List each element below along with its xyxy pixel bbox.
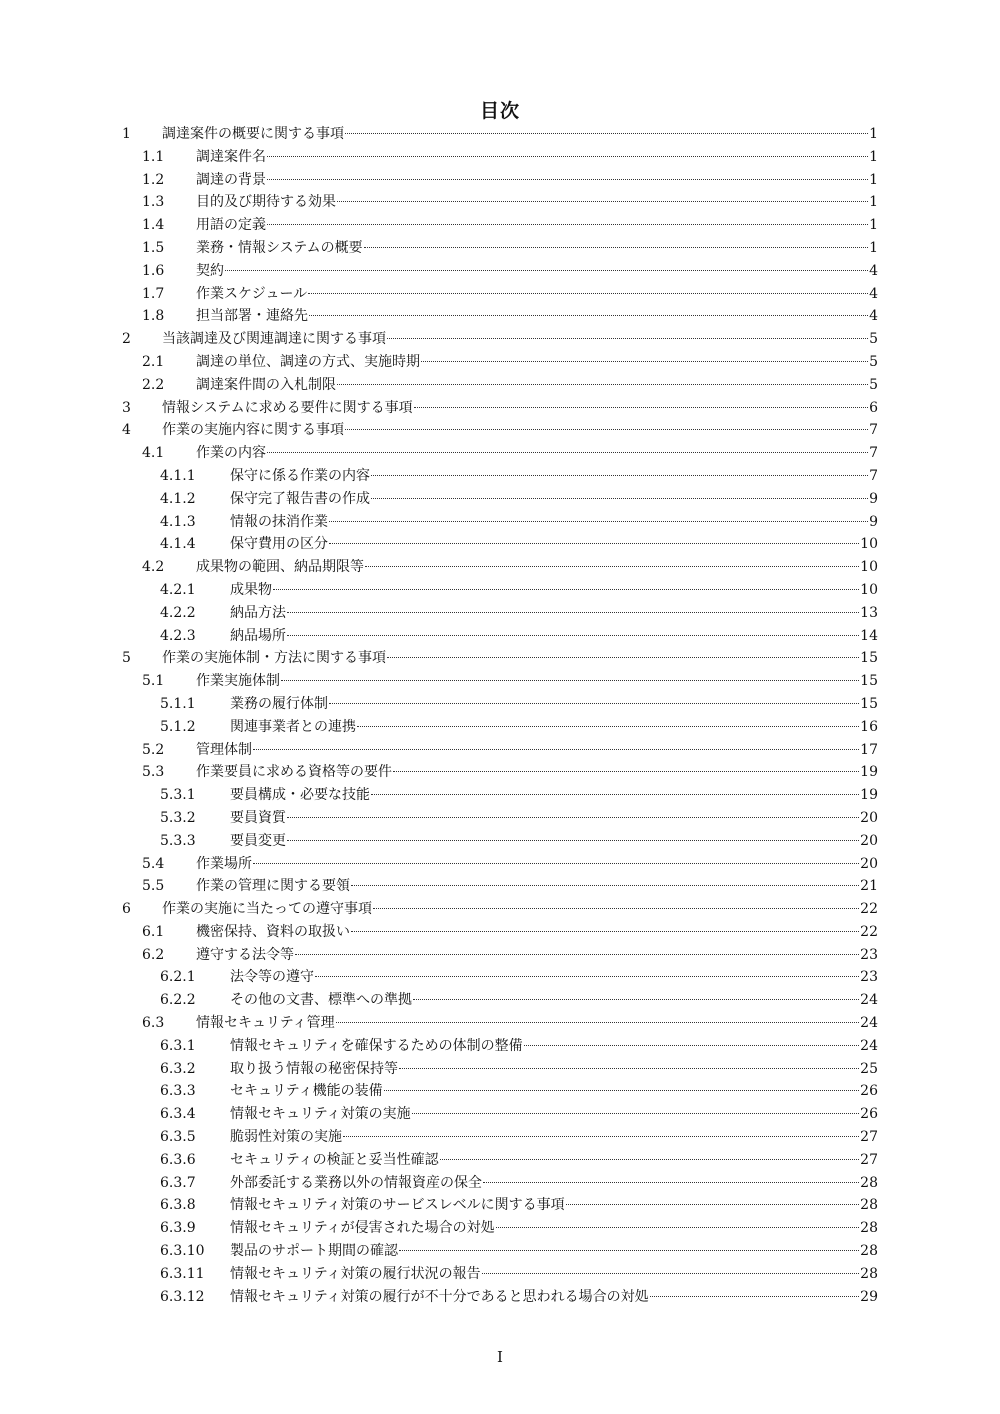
dot-leader [524,1045,860,1046]
toc-entry-page: 15 [860,650,878,667]
toc-entry-number: 6.2.2 [160,992,196,1009]
toc-entry-number: 6.3.1 [160,1037,196,1054]
toc-entry-page: 9 [869,513,878,530]
toc-entry-page: 15 [860,673,878,690]
toc-entry-number: 6.3.8 [160,1197,196,1214]
toc-entry-page: 28 [860,1174,878,1191]
toc-entry[interactable] [0,1058,1000,1081]
toc-entry[interactable] [0,693,1000,716]
dot-leader [365,566,859,567]
toc-entry-number: 2.1 [142,353,165,370]
toc-entry[interactable] [0,305,1000,328]
toc-entry-number: 2 [122,331,131,348]
toc-entry-page: 1 [869,239,878,256]
dot-leader [267,224,868,225]
toc-entry-page: 5 [869,353,878,370]
toc-entry-number: 1.7 [142,285,165,302]
toc-title: 目次 [479,100,520,122]
toc-entry[interactable] [0,898,1000,921]
toc-entry[interactable] [0,579,1000,602]
toc-entry-number: 1.8 [142,308,165,325]
toc-entry[interactable] [0,875,1000,898]
dot-leader [337,201,868,202]
toc-entry-number: 6.3.3 [160,1083,196,1100]
toc-entry-title: 要員構成・必要な技能 [230,787,370,804]
toc-entry[interactable] [0,625,1000,648]
toc-entry-number: 6 [122,901,131,918]
dot-leader [281,680,859,681]
toc-entry-page: 28 [860,1243,878,1260]
toc-entry-number: 6.3.9 [160,1220,196,1237]
toc-entry-title: 作業スケジュール [196,285,308,302]
toc-entry-page: 23 [860,969,878,986]
toc-entry-title: 業務の履行体制 [230,695,328,712]
toc-entry[interactable] [0,921,1000,944]
toc-entry-page: 19 [860,787,878,804]
toc-entry[interactable] [0,1149,1000,1172]
toc-entry-number: 1.5 [142,239,165,256]
toc-entry-number: 6.2 [142,946,165,963]
toc-entry-number: 4 [122,422,131,439]
dot-leader [337,384,868,385]
dot-leader [650,1296,860,1297]
toc-entry-title: 要員資質 [230,809,286,826]
toc-entry-title: その他の文書、標準への準拠 [230,992,412,1009]
toc-entry-page: 10 [860,581,878,598]
toc-entry-page: 22 [860,923,878,940]
toc-entry-title: 情報セキュリティ対策のサービスレベルに関する事項 [230,1197,565,1214]
toc-entry-number: 6.3 [142,1015,165,1032]
toc-entry-title: 管理体制 [196,741,252,758]
toc-entry-title: 作業場所 [196,855,252,872]
dot-leader [414,407,868,408]
toc-entry-title: 成果物 [230,581,272,598]
dot-leader [482,1273,860,1274]
toc-entry-title: 情報セキュリティ対策の履行状況の報告 [230,1265,481,1282]
toc-entry[interactable] [0,351,1000,374]
dot-leader [336,1022,860,1023]
dot-leader [253,863,859,864]
toc-entry[interactable] [0,1217,1000,1240]
toc-entry-title: 作業の内容 [196,445,266,462]
dot-leader [329,543,859,544]
toc-entry[interactable] [0,511,1000,534]
toc-entry-title: 要員変更 [230,832,286,849]
dot-leader [413,999,859,1000]
toc-entry-number: 4.2.3 [160,627,196,644]
toc-entry-title: 情報セキュリティ対策の実施 [230,1106,411,1123]
dot-leader [373,908,859,909]
toc-entry-page: 10 [860,559,878,576]
toc-entry-number: 6.3.12 [160,1288,205,1305]
toc-entry-title: 関連事業者との連携 [230,718,356,735]
toc-entry-page: 24 [860,1015,878,1032]
dot-leader [364,247,868,248]
toc-entry-number: 5.1.2 [160,718,196,735]
toc-entry-title: 機密保持、資料の取扱い [196,923,350,940]
toc-entry-number: 6.2.1 [160,969,196,986]
toc-entry[interactable] [0,397,1000,420]
dot-leader [308,293,868,294]
toc-entry[interactable] [0,1080,1000,1103]
toc-entry-number: 1.1 [142,148,165,165]
toc-entry-title: 調達の単位、調達の方式、実施時期 [196,353,420,370]
toc-entry-title: 情報の抹消作業 [230,513,328,530]
toc-entry-title: 用語の定義 [196,217,266,234]
toc-entry-number: 6.3.10 [160,1243,205,1260]
toc-entry[interactable] [0,1263,1000,1286]
toc-entry-title: 法令等の遵守 [230,969,314,986]
toc-entry-page: 23 [860,946,878,963]
toc-entry-title: 業務・情報システムの概要 [196,239,363,256]
toc-entry[interactable] [0,123,1000,146]
toc-entry-number: 5.2 [142,741,165,758]
toc-entry-title: 作業の実施に当たっての遵守事項 [162,901,372,918]
toc-entry-title: 情報セキュリティを確保するための体制の整備 [230,1037,523,1054]
toc-entry-page: 1 [869,171,878,188]
toc-entry[interactable] [0,716,1000,739]
toc-entry-number: 5.3 [142,764,165,781]
toc-entry-page: 28 [860,1220,878,1237]
toc-entry-number: 6.3.2 [160,1060,196,1077]
toc-entry-page: 1 [869,194,878,211]
toc-entry-title: 保守に係る作業の内容 [230,467,370,484]
toc-entry-number: 6.3.7 [160,1174,196,1191]
toc-entry-page: 5 [869,331,878,348]
toc-entry-number: 4.2.1 [160,581,196,598]
toc-entry[interactable] [0,442,1000,465]
toc-entry-title: 情報セキュリティ対策の履行が不十分であると思われる場合の対処 [230,1288,649,1305]
toc-entry-page: 17 [860,741,878,758]
toc-entry-title: 情報セキュリティが侵害された場合の対処 [230,1220,495,1237]
toc-entry-title: 情報セキュリティ管理 [196,1015,335,1032]
toc-entry-title: 取り扱う情報の秘密保持等 [230,1060,398,1077]
toc-entry-title: 作業要員に求める資格等の要件 [196,764,392,781]
toc-entry-page: 24 [860,1037,878,1054]
toc-entry[interactable] [0,237,1000,260]
toc-entry[interactable] [0,533,1000,556]
toc-entry-number: 1.2 [142,171,165,188]
toc-entry-title: 情報システムに求める要件に関する事項 [162,399,413,416]
dot-leader [329,703,859,704]
toc-entry-number: 6.3.6 [160,1151,196,1168]
toc-entry-page: 7 [869,422,878,439]
toc-entry[interactable] [0,1194,1000,1217]
dot-leader [357,726,859,727]
toc-entry-title: 保守費用の区分 [230,536,328,553]
toc-entry-title: セキュリティ機能の装備 [230,1083,383,1100]
toc-entry-page: 19 [860,764,878,781]
dot-leader [351,931,859,932]
toc-entry-page: 24 [860,992,878,1009]
toc-entry[interactable] [0,1172,1000,1195]
dot-leader [496,1227,860,1228]
toc-entry[interactable] [0,169,1000,192]
toc-entry-page: 26 [860,1083,878,1100]
toc-entry[interactable] [0,328,1000,351]
toc-entry-title: 遵守する法令等 [196,946,294,963]
dot-leader [371,498,868,499]
dot-leader [351,885,859,886]
toc-entry-page: 13 [860,604,878,621]
toc-entry-number: 5.4 [142,855,165,872]
dot-leader [253,749,859,750]
toc-entry[interactable] [0,214,1000,237]
toc-entry-page: 20 [860,855,878,872]
toc-entry-title: 外部委託する業務以外の情報資産の保全 [230,1174,482,1191]
toc-entry-title: 調達案件名 [196,148,266,165]
toc-entry-page: 29 [860,1288,878,1305]
dot-leader [267,179,868,180]
toc-entry-number: 5.3.1 [160,787,196,804]
toc-entry-number: 4.1.4 [160,536,196,553]
dot-leader [399,1068,859,1069]
toc-entry[interactable] [0,146,1000,169]
toc-entry-title: 成果物の範囲、納品期限等 [196,559,364,576]
toc-entry-title: セキュリティの検証と妥当性確認 [230,1151,439,1168]
toc-entry-title: 作業実施体制 [196,673,280,690]
toc-entry[interactable] [0,283,1000,306]
dot-leader [566,1204,860,1205]
toc-entry[interactable] [0,670,1000,693]
toc-entry-title: 契約 [196,262,224,279]
toc-entry-title: 調達案件の概要に関する事項 [162,126,344,142]
dot-leader [329,521,868,522]
toc-entry-page: 1 [869,148,878,165]
toc-entry-number: 5.3.3 [160,832,196,849]
dot-leader [371,475,868,476]
toc-entry[interactable] [0,488,1000,511]
toc-entry-title: 目的及び期待する効果 [196,194,336,211]
toc-entry[interactable] [0,465,1000,488]
toc-entry-number: 5.1 [142,673,165,690]
toc-entry-page: 27 [860,1151,878,1168]
toc-entry-title: 調達案件間の入札制限 [196,376,336,393]
toc-entry-page: 22 [860,901,878,918]
toc-entry-number: 5.1.1 [160,695,196,712]
toc-entry-number: 6.1 [142,923,165,940]
toc-entry-title: 担当部署・連絡先 [196,308,308,325]
toc-entry[interactable] [0,191,1000,214]
toc-entry[interactable] [0,1103,1000,1126]
toc-entry-page: 4 [869,262,878,279]
toc-entry-page: 5 [869,376,878,393]
dot-leader [287,635,859,636]
toc-entry[interactable] [0,761,1000,784]
toc-entry[interactable] [0,807,1000,830]
dot-leader [267,452,868,453]
toc-entry-number: 3 [122,399,131,416]
dot-leader [371,794,859,795]
dot-leader [309,315,868,316]
toc-entry-page: 20 [860,832,878,849]
dot-leader [440,1159,860,1160]
toc-entry[interactable] [0,260,1000,283]
toc-entry[interactable] [0,1240,1000,1263]
toc-entry-title: 納品方法 [230,604,286,621]
toc-entry-page: 4 [869,308,878,325]
dot-leader [343,1136,859,1137]
toc-entry-number: 5 [122,650,131,667]
toc-entry-title: 脆弱性対策の実施 [230,1129,342,1146]
toc-entry-number: 5.3.2 [160,809,196,826]
toc-entry-page: 28 [860,1197,878,1214]
toc-entry[interactable] [0,989,1000,1012]
toc-entry-page: 21 [860,878,878,895]
toc-entry-page: 27 [860,1129,878,1146]
dot-leader [287,817,859,818]
toc-entry-title: 製品のサポート期間の確認 [230,1243,398,1260]
toc-entry-page: 7 [869,445,878,462]
toc-entry-page: 15 [860,695,878,712]
toc-entry-number: 4.1 [142,445,165,462]
toc-entry-number: 1.4 [142,217,165,234]
toc-entry[interactable] [0,944,1000,967]
toc-entry-page: 1 [869,217,878,234]
toc-entry[interactable] [0,556,1000,579]
toc-entry-number: 1 [122,126,131,142]
toc-entry[interactable] [0,966,1000,989]
toc-entry-title: 作業の実施内容に関する事項 [162,422,344,439]
toc-entry-title: 当該調達及び関連調達に関する事項 [162,331,386,348]
toc-entry-page: 20 [860,809,878,826]
dot-leader [345,429,868,430]
toc-entry-page: 25 [860,1060,878,1077]
dot-leader [287,840,859,841]
toc-entry[interactable] [0,830,1000,853]
toc-entry-title: 作業の実施体制・方法に関する事項 [162,650,386,667]
toc-entry-page: 16 [860,718,878,735]
dot-leader [267,156,868,157]
dot-leader [225,270,868,271]
dot-leader [399,1250,859,1251]
toc-entry-title: 調達の背景 [196,171,266,188]
dot-leader [384,1090,860,1091]
dot-leader [421,361,868,362]
toc-entry-number: 1.3 [142,194,165,211]
dot-leader [393,771,859,772]
dot-leader [412,1113,860,1114]
toc-entry[interactable] [0,647,1000,670]
toc-entry-page: 7 [869,467,878,484]
toc-entry[interactable] [0,739,1000,762]
dot-leader [295,954,859,955]
toc-entry-number: 1.6 [142,262,165,279]
toc-entry-page: 10 [860,536,878,553]
toc-entry-title: 保守完了報告書の作成 [230,490,370,507]
toc-entry-number: 5.5 [142,878,165,895]
dot-leader [387,657,859,658]
dot-leader [315,976,859,977]
toc-entry-number: 4.2.2 [160,604,196,621]
toc-entry[interactable] [0,374,1000,397]
page-number-footer: I [497,1348,503,1366]
table-of-contents [0,123,1000,1308]
toc-entry-page: 9 [869,490,878,507]
toc-entry[interactable] [0,1035,1000,1058]
toc-entry-page: 6 [869,399,878,416]
toc-entry-number: 4.1.1 [160,467,196,484]
dot-leader [483,1182,859,1183]
toc-entry[interactable] [0,1286,1000,1309]
toc-entry[interactable] [0,602,1000,625]
dot-leader [387,338,868,339]
dot-leader [287,612,859,613]
dot-leader [273,589,859,590]
toc-entry-number: 4.1.2 [160,490,196,507]
toc-entry[interactable] [0,853,1000,876]
toc-entry-page: 1 [869,126,878,142]
toc-entry-number: 4.2 [142,559,165,576]
toc-entry-title: 作業の管理に関する要領 [196,878,350,895]
toc-entry[interactable] [0,1012,1000,1035]
toc-entry[interactable] [0,419,1000,442]
toc-entry-number: 6.3.5 [160,1129,196,1146]
toc-entry-page: 4 [869,285,878,302]
toc-entry-number: 6.3.4 [160,1106,196,1123]
dot-leader [345,133,868,134]
toc-entry[interactable] [0,1126,1000,1149]
toc-entry-page: 26 [860,1106,878,1123]
toc-entry-page: 28 [860,1265,878,1282]
toc-entry-title: 納品場所 [230,627,286,644]
toc-entry-number: 2.2 [142,376,165,393]
toc-entry-page: 14 [860,627,878,644]
toc-entry-number: 4.1.3 [160,513,196,530]
toc-entry-number: 6.3.11 [160,1265,205,1282]
toc-entry[interactable] [0,784,1000,807]
